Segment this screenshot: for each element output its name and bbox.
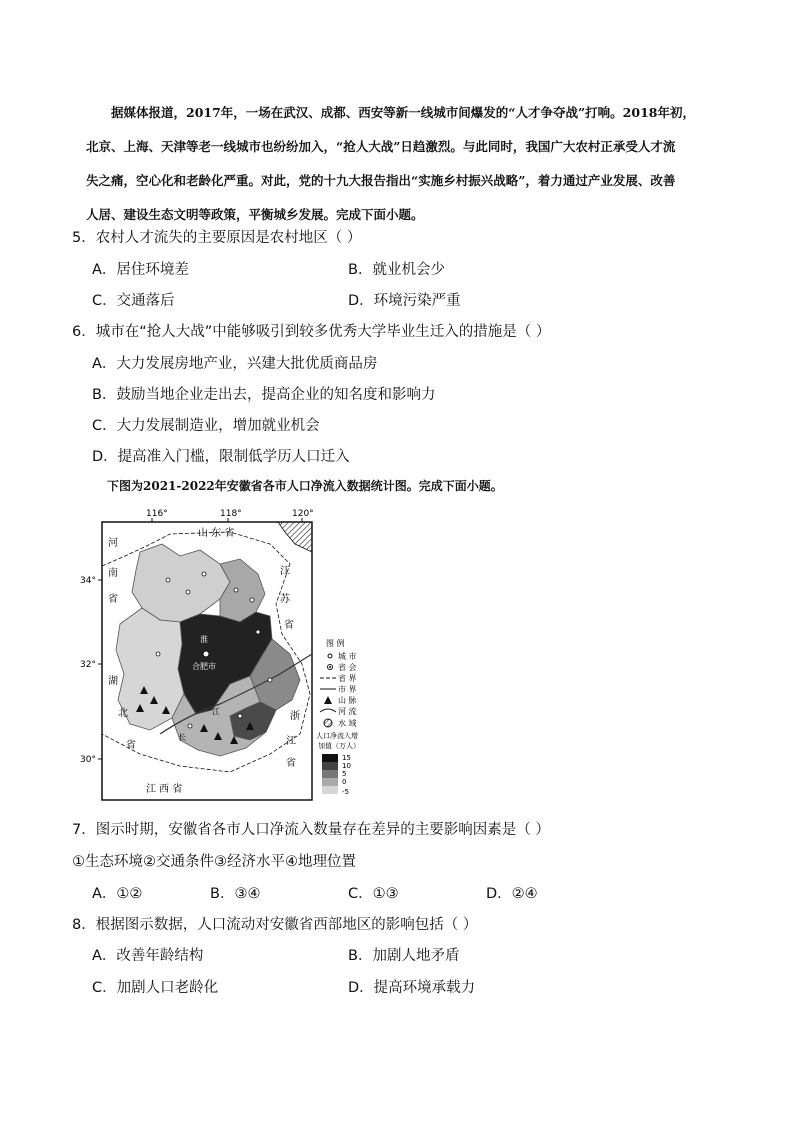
province-label: 江	[286, 736, 296, 747]
q5-option-b[interactable]: B．就业机会少	[348, 262, 445, 278]
q5-option-c[interactable]: C．交通落后	[92, 293, 175, 309]
q6-option-b[interactable]: B．鼓励当地企业走出去，提高企业的知名度和影响力	[92, 387, 436, 403]
svg-text:省 界: 省 界	[338, 674, 357, 683]
question-6-stem: 6．城市在“抢人大战”中能够吸引到较多优秀大学毕业生迁入的措施是（ ）	[72, 324, 551, 340]
q8-option-a[interactable]: A．改善年龄结构	[92, 948, 204, 964]
map-legend	[316, 638, 360, 796]
province-label: 北	[118, 708, 128, 719]
q5-option-a[interactable]: A．居住环境差	[92, 262, 189, 278]
q8-option-c[interactable]: C．加剧人口老龄化	[92, 980, 219, 996]
province-label: 湖	[108, 676, 118, 687]
lon-label: 116°	[146, 509, 168, 519]
province-label: 省	[126, 740, 136, 751]
q8-option-d[interactable]: D．提高环境承载力	[348, 980, 476, 996]
province-label: 省	[108, 594, 118, 605]
svg-text:河 流: 河 流	[338, 707, 357, 716]
svg-text:5: 5	[342, 770, 347, 778]
q7-factors: ①生态环境②交通条件③经济水平④地理位置	[72, 854, 356, 870]
svg-text:10: 10	[342, 762, 351, 770]
passage-line: 人居、建设生态文明等政策，平衡城乡发展。完成下面小题。	[86, 207, 424, 222]
svg-text:-5: -5	[342, 788, 349, 796]
question-7-stem: 7．图示时期，安徽省各市人口净流入数量存在差异的主要影响因素是（ ）	[72, 822, 550, 838]
passage-line: 北京、上海、天津等老一线城市也纷纷加入，“抢人大战”日趋激烈。与此同时，我国广大农村正承受人才流	[86, 139, 676, 154]
q6-option-c[interactable]: C．大力发展制造业，增加就业机会	[92, 418, 320, 434]
q6-option-d[interactable]: D．提高准入门槛，限制低学历人口迁入	[92, 449, 350, 465]
lat-label: 30°	[80, 755, 96, 765]
province-label: 省	[284, 620, 294, 631]
svg-text:图 例: 图 例	[326, 639, 345, 648]
q5-option-d[interactable]: D．环境污染严重	[348, 293, 461, 309]
svg-text:城 市: 城 市	[338, 652, 357, 661]
svg-text:15: 15	[342, 754, 351, 762]
passage-line: 失之痛，空心化和老龄化严重。对此，党的十九大报告指出“实施乡村振兴战略”，着力通过产业发展、改善	[86, 173, 676, 188]
lat-label: 32°	[80, 660, 96, 670]
svg-text:省 会: 省 会	[338, 663, 357, 672]
lon-label: 118°	[220, 509, 242, 519]
q6-option-a[interactable]: A．大力发展房地产业，兴建大批优质商品房	[92, 356, 378, 372]
svg-text:水 域: 水 域	[338, 719, 357, 728]
q8-option-b[interactable]: B．加剧人地矛盾	[348, 948, 460, 964]
capital-label: 合肥市	[192, 662, 216, 671]
province-label: 浙	[290, 711, 300, 722]
svg-text:市 界: 市 界	[338, 685, 357, 694]
svg-text:加值（万人）: 加值（万人）	[318, 742, 360, 750]
map-intro: 下图为2021-2022年安徽省各市人口净流入数据统计图。完成下面小题。	[107, 479, 503, 493]
province-label: 省	[286, 758, 296, 769]
svg-text:0: 0	[342, 778, 347, 786]
question-8-stem: 8．根据图示数据，人口流动对安徽省西部地区的影响包括（ ）	[72, 917, 478, 933]
lon-label: 120°	[292, 509, 314, 519]
province-label: 山 东 省	[198, 528, 235, 539]
question-5-stem: 5．农村人才流失的主要原因是农村地区（ ）	[72, 230, 362, 246]
q7-option-c[interactable]: C．①③	[348, 886, 399, 902]
capital-marker	[203, 651, 209, 657]
svg-text:山 脉: 山 脉	[338, 696, 357, 705]
river-label: 淮	[200, 635, 208, 644]
province-label: 苏	[280, 594, 290, 605]
province-label: 南	[108, 568, 118, 579]
reading-passage	[86, 96, 718, 232]
q7-option-a[interactable]: A．①②	[92, 886, 143, 902]
river-label: 长	[178, 733, 186, 742]
lat-label: 34°	[80, 576, 96, 586]
q7-option-d[interactable]: D．②④	[486, 886, 538, 902]
river-label: 江	[212, 707, 220, 716]
province-label: 江 西 省	[146, 784, 183, 795]
svg-text:人口净流入增: 人口净流入增	[316, 732, 358, 740]
passage-line: 据媒体报道，2017年，一场在武汉、成都、西安等新一线城市间爆发的“人才争夺战”打响。2018年初，	[111, 105, 695, 120]
province-label: 江	[280, 566, 290, 577]
anhui-population-map	[80, 504, 380, 804]
q7-option-b[interactable]: B．③④	[210, 886, 261, 902]
province-label: 河	[108, 538, 118, 549]
